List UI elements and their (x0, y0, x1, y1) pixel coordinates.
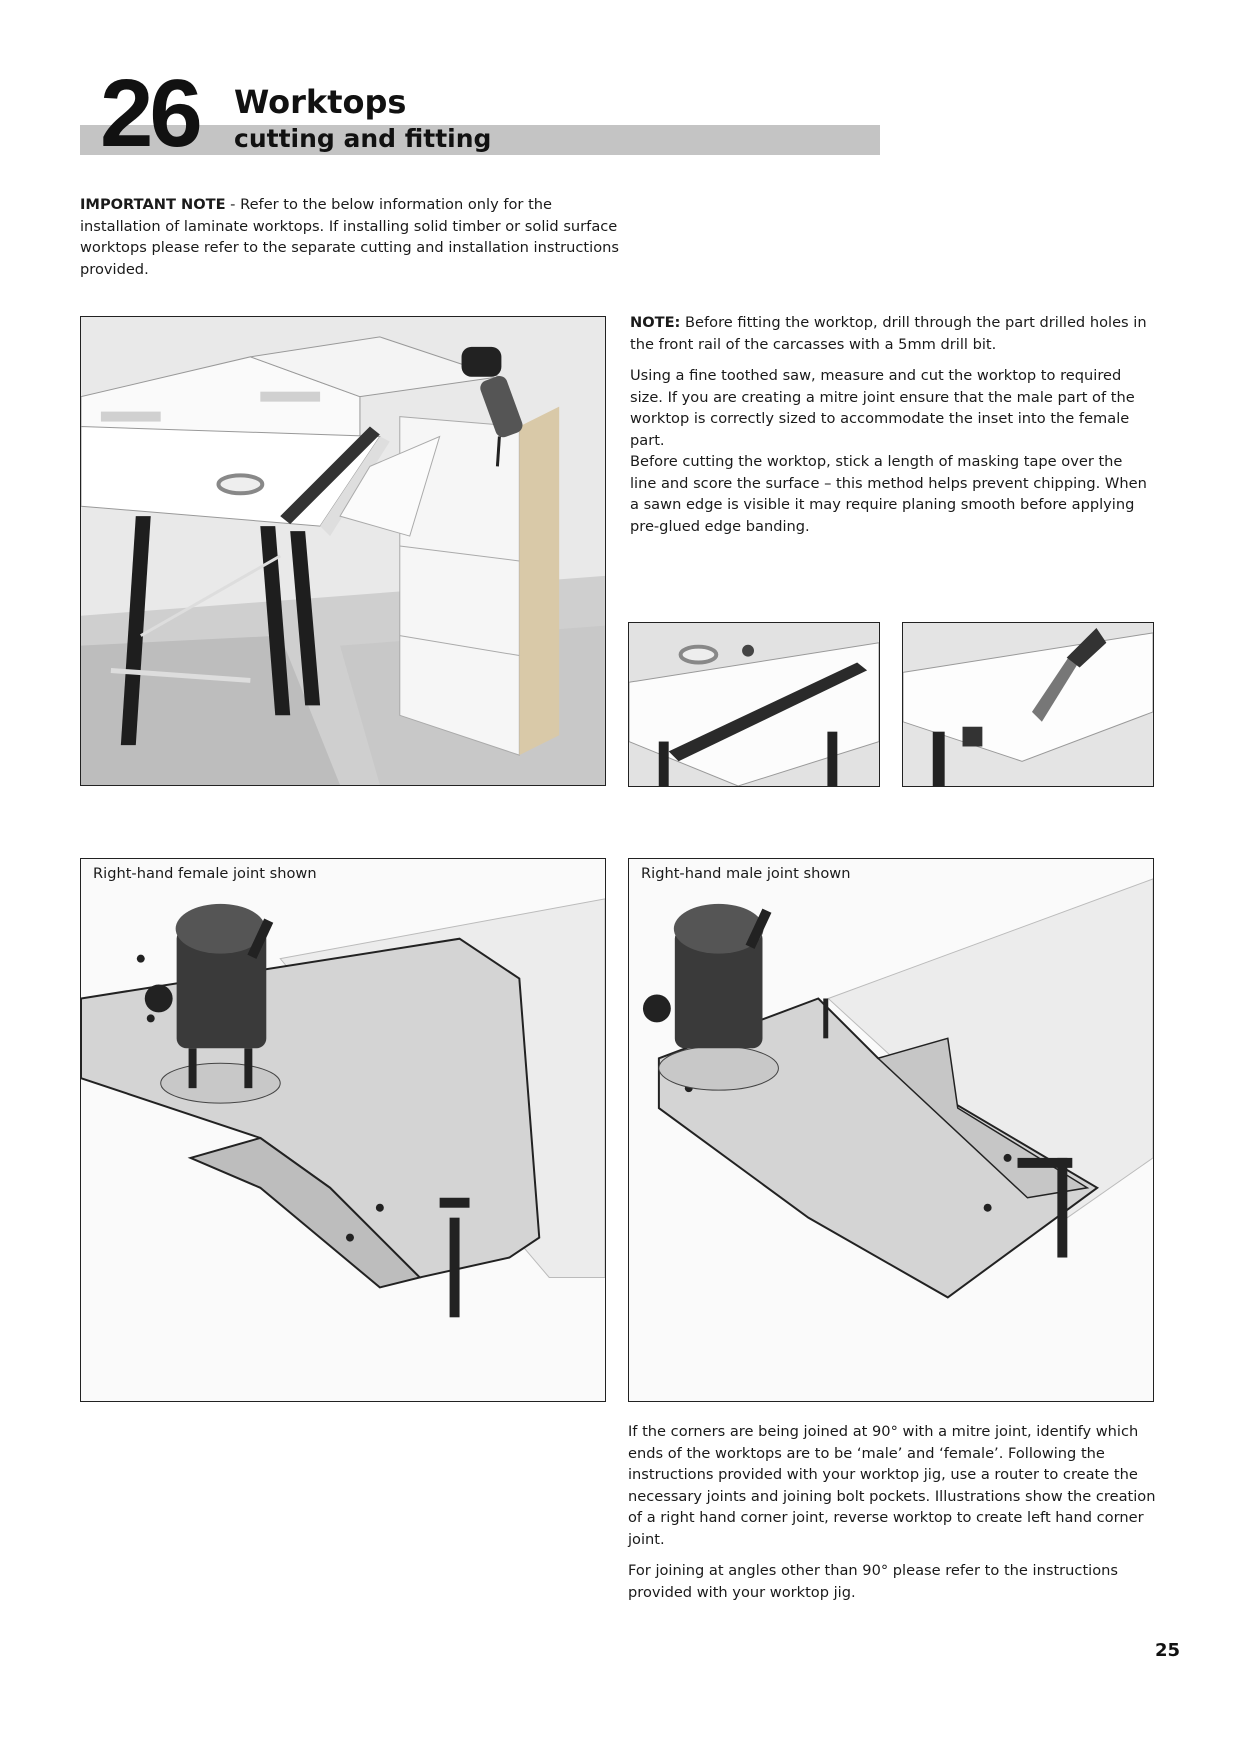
illustration-cutting-worktop (80, 316, 606, 786)
illustration-sawing (902, 622, 1154, 787)
important-label: IMPORTANT NOTE (80, 196, 226, 213)
joint-para-1: If the corners are being joined at 90° with a mitre joint, identify which ends of the worktops are to be ‘male’ and ‘female’. Following the instructions provided with your worktop jig, use a router to create the necessary joints and joining bolt pockets. Illustrations show the creation of a right hand corner joint, reverse worktop to create left hand corner joint. (628, 1423, 1156, 1548)
joint-instructions (628, 1421, 1158, 1603)
female-joint-caption: Right-hand female joint shown (93, 865, 317, 882)
note-text: Before fitting the worktop, drill through the part drilled holes in the front rail of the carcasses with a 5mm drill bit. (630, 314, 1147, 353)
illustration-female-joint (80, 858, 606, 1402)
joint-para-2: For joining at angles other than 90° please refer to the instructions provided with your worktop jig. (628, 1562, 1119, 1601)
note-para2-line1: Using a fine toothed saw, measure and cut the worktop to required size. If you are creating a mitre joint ensure that the male part of the worktop is correctly sized to accommodate the inset into the female part. (630, 367, 1135, 449)
illustration-male-joint (628, 858, 1154, 1402)
note-label: NOTE: (630, 314, 681, 331)
page-number: 25 (1154, 1640, 1180, 1661)
page-title: Worktops (234, 83, 407, 121)
section-number: 26 (100, 60, 199, 167)
illustration-measuring (628, 622, 880, 787)
important-text: - Refer to the below information only for the installation of laminate worktops. If installing solid timber or solid surface worktops please refer to the separate cutting and installation instructions provided. (80, 196, 619, 278)
note-column (630, 312, 1150, 537)
important-note (80, 194, 620, 280)
male-joint-caption: Right-hand male joint shown (641, 865, 851, 882)
note-para2-line2: Before cutting the worktop, stick a length of masking tape over the line and score the surface – this method helps prevent chipping. When a sawn edge is visible it may require planing smooth before applying pre-glued edge banding. (630, 453, 1147, 535)
page-subtitle: cutting and fitting (234, 124, 492, 153)
